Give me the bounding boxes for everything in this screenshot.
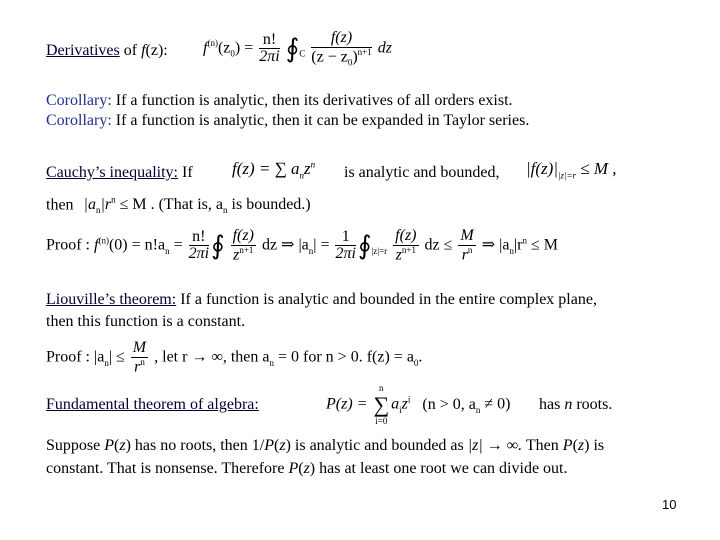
proof-2-M: M	[132, 339, 147, 356]
cauchy-then-expr: |a	[83, 196, 96, 214]
proof-1-nfact: n!	[189, 229, 209, 247]
fta-cond-end: ≠ 0)	[480, 395, 511, 413]
formula-sup: (n)	[207, 38, 218, 49]
proof-1-tail: ⇒ |a	[481, 236, 510, 254]
proof-1-frac1	[189, 229, 209, 264]
proof-2	[46, 340, 422, 376]
corollary-1	[46, 93, 513, 109]
proof-1-eq: =	[173, 236, 183, 254]
corollary-1-label: Corollary:	[46, 92, 112, 109]
cauchy-bound	[526, 160, 617, 180]
formula-arg-sub: 0	[230, 48, 235, 59]
formula-2pii: 2πi	[259, 48, 280, 66]
derivatives-arg: (z):	[145, 42, 168, 59]
cauchy-bound-sub: |z|=r	[558, 170, 577, 181]
proof-2-mid-end: = 0 for n > 0. f(z) = a	[274, 348, 414, 366]
fta-poly: P(z) =	[326, 395, 372, 413]
conclusion-p3: ) has no roots, then 1/	[125, 437, 265, 454]
formula-dz: dz	[377, 39, 392, 57]
cauchy-bound-expr: |f(z)|	[526, 159, 559, 178]
cauchy-series-sup: n	[310, 159, 316, 170]
proof-1-zn2-sup: n+1	[401, 244, 416, 255]
proof-1-2pii-2: 2πi	[335, 245, 356, 263]
proof-1-tail-sup: n	[522, 235, 527, 246]
conclusion-P1: P	[104, 437, 115, 454]
formula-frac1	[259, 32, 279, 67]
conclusion-abs-z: |z| → ∞.	[467, 437, 523, 454]
conclusion-z1: z	[119, 437, 126, 454]
formula-nfact: n!	[259, 32, 279, 50]
proof-1-one: 1	[335, 229, 355, 247]
corollary-2	[46, 113, 529, 129]
proof-1-zn2: z	[395, 246, 402, 264]
fta-cond-sub: n	[475, 404, 481, 415]
proof-1-lhs: f	[94, 236, 99, 254]
proof-2-end: .	[418, 348, 423, 366]
proof-1-fz-2: f(z)	[395, 227, 417, 244]
cauchy-bound-le: ≤ M ,	[580, 159, 617, 178]
conclusion-p4: (	[274, 437, 280, 454]
proof-1-zn1-sup: n+1	[239, 244, 254, 255]
proof-1-tail-le: ≤ M	[526, 236, 558, 254]
proof-1-lhs-sup: (n)	[98, 235, 109, 246]
proof-1-frac3	[335, 229, 355, 264]
fta-sigma: ∑	[373, 392, 390, 418]
conclusion-p5: ) is analytic and bounded as	[285, 437, 468, 454]
proof-1-oint2-sub: |z|=r	[371, 245, 388, 256]
conclusion-z4: z	[303, 460, 310, 477]
proof-1-oint: ∮	[211, 230, 225, 260]
cauchy-heading: Cauchy’s inequality:	[46, 164, 178, 181]
proof-2-frac	[131, 340, 148, 376]
formula-denom-sub: 0	[347, 57, 353, 68]
conclusion-p7: (	[572, 437, 578, 454]
proof-1-dz2: dz ≤	[424, 236, 457, 254]
cauchy-if: If	[181, 164, 193, 181]
proof-2-rn-sup: n	[140, 356, 145, 367]
fta-heading: Fundamental theorem of algebra:	[46, 396, 259, 413]
cauchy-series	[232, 160, 315, 180]
proof-1-2pii: 2πi	[188, 245, 210, 263]
cauchy-then-expr4: is bounded.)	[227, 196, 311, 214]
proof-1-rn-sup: n	[467, 244, 473, 255]
corollary-1-text: If a function is analytic, then its derivatives of all orders exist.	[111, 92, 513, 109]
formula-denom-end: )	[352, 48, 358, 66]
fta-z-sup: i	[407, 394, 411, 405]
derivatives-line	[46, 43, 168, 59]
cauchy-then-expr2: |r	[100, 196, 112, 214]
conclusion-P2: P	[264, 437, 275, 454]
liouville-heading: Liouville’s theorem:	[46, 291, 177, 308]
proof-1-dz1-end: | =	[313, 236, 334, 254]
liouville-line-2: then this function is a constant.	[46, 313, 246, 330]
proof-1-lhs-arg: (0) = n!a	[108, 236, 166, 254]
conclusion-z2: z	[279, 437, 286, 454]
conclusion-p1: Suppose	[46, 437, 105, 454]
proof-1-oint-2: ∮	[357, 230, 372, 260]
conclusion-p6: Then	[522, 437, 563, 454]
cauchy-is-analytic: is analytic and bounded,	[344, 164, 500, 181]
proof-1-rn: r	[461, 246, 468, 264]
proof-1-fz: f(z)	[232, 227, 254, 244]
fta-sum-top: n	[379, 383, 384, 393]
fta-heading-line	[46, 397, 259, 413]
cauchy-then-sub: n	[95, 205, 101, 216]
proof-1-zn1: z	[233, 246, 240, 264]
conclusion-l2c: ) has at least one root we can divide out.	[309, 460, 568, 477]
proof-1	[46, 228, 558, 264]
proof-2-mid: , let r → ∞, then a	[154, 348, 270, 366]
proof-1-label: Proof :	[46, 236, 90, 254]
cauchy-then-expr3: ≤ M . (That is, a	[115, 196, 224, 214]
cauchy-line	[46, 165, 193, 181]
conclusion-line-2	[46, 461, 568, 477]
proof-1-frac4	[393, 228, 418, 264]
fta-roots	[539, 397, 612, 413]
proof-1-lhs-sub: n	[165, 245, 170, 256]
proof-1-M: M	[460, 227, 474, 244]
conclusion-p2: (	[114, 437, 120, 454]
cauchy-then-sup: n	[111, 195, 116, 205]
proof-2-rn: r	[134, 358, 141, 376]
conclusion-P3: P	[562, 437, 573, 454]
cauchy-then-sub2: n	[223, 205, 228, 216]
formula-arg: (z	[217, 39, 231, 57]
formula-eq: ) =	[234, 39, 254, 57]
conclusion-l2b: (	[298, 460, 304, 477]
conclusion-line-1	[46, 438, 604, 454]
corollary-2-text: If a function is analytic, then it can be expanded in Taylor series.	[111, 112, 530, 129]
fta-roots-text: roots.	[572, 396, 613, 413]
proof-2-le: | ≤	[108, 348, 129, 366]
formula-f: f	[203, 39, 208, 57]
formula-frac2	[311, 30, 371, 68]
page-number: 10	[662, 497, 677, 512]
fta-polynomial	[326, 384, 510, 426]
derivatives-of: of	[123, 42, 138, 59]
cauchy-then-line	[46, 196, 311, 216]
proof-2-mid-sub: n	[269, 357, 274, 368]
proof-1-dz1: dz ⇒ |a	[261, 236, 309, 254]
formula-denom: (z − z	[311, 48, 348, 66]
fta-sum-bot: i=0	[375, 415, 388, 426]
liouville-line	[46, 292, 597, 308]
cauchy-series-expr: f(z) = ∑ a	[232, 159, 300, 178]
conclusion-z3: z	[577, 437, 585, 454]
proof-1-frac5	[458, 228, 475, 264]
formula-fz: f(z)	[311, 30, 371, 48]
proof-1-tail-sub: n	[509, 245, 514, 256]
fta-a-sub: i	[399, 404, 402, 415]
fta-has: has	[539, 396, 565, 413]
conclusion-P4: P	[288, 460, 299, 477]
fta-n: n	[564, 396, 573, 413]
derivatives-f: f	[141, 42, 146, 59]
corollary-2-label: Corollary:	[46, 112, 112, 129]
proof-1-frac2	[231, 228, 256, 264]
formula-oint-sub: C	[299, 48, 306, 59]
cauchy-then: then	[46, 196, 74, 214]
proof-1-dz1-sub: n	[308, 245, 314, 256]
formula-oint: ∮	[285, 33, 300, 63]
cauchy-integral-formula	[203, 30, 392, 68]
fta-a: a	[391, 395, 400, 413]
liouville-text: If a function is analytic and bounded in the entire complex plane,	[176, 291, 597, 308]
fta-z: z	[401, 395, 408, 413]
proof-2-label-sub: n	[104, 357, 109, 368]
proof-2-label: Proof : |a	[46, 348, 105, 366]
derivatives-heading: Derivatives	[46, 42, 120, 59]
fta-cond: (n > 0, a	[422, 395, 476, 413]
cauchy-series-z: z	[304, 159, 311, 178]
formula-denom-sup: n+1	[357, 46, 372, 57]
conclusion-l2a: constant. That is nonsense. Therefore	[46, 460, 289, 477]
proof-1-tail-end: |r	[513, 236, 523, 254]
conclusion-p8: ) is	[584, 437, 605, 454]
fta-sum	[373, 384, 389, 426]
cauchy-series-sub: n	[299, 170, 305, 181]
proof-2-end-sub: 0	[413, 357, 419, 368]
